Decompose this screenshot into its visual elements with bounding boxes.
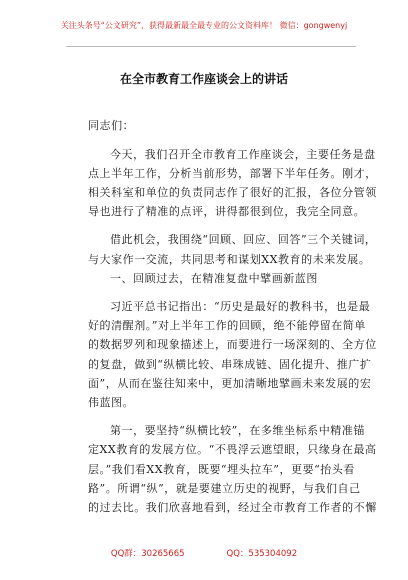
footer-qq: QQ：535304092 [226, 549, 298, 559]
text-line: 路”。所谓“纵”，就是要建立历史的视野，与我们自己 [88, 481, 361, 495]
text-line: 导也进行了精准的点评，讲得都很到位，我完全同意。 [88, 204, 366, 218]
paragraph-1 [88, 145, 377, 221]
header-divider [66, 46, 356, 47]
text-line: 好的清醒剂。”对上半年工作的回顾，绝不能停留在简单 [88, 319, 366, 333]
section-heading-text: 一、回顾过去，在精准复盘中擘画新蓝图 [110, 271, 318, 285]
paragraph-gap [88, 135, 350, 145]
text-line-content: 习近平总书记指出：“历史是最好的教科书，也是最 [110, 300, 371, 314]
text-line: 的数据罗列和现象描述上，而要进行一场深刻的、全方位 [88, 338, 377, 352]
paragraph-gap [88, 412, 350, 422]
paragraph-4 [88, 421, 377, 516]
text-line: 伟蓝图。 [88, 395, 135, 409]
paragraph-gap [88, 288, 350, 298]
text-line [88, 230, 377, 249]
salutation: 同志们： [88, 119, 135, 132]
text-line: 定XX教育的发展方位。“不畏浮云遮望眼，只缘身在最高 [88, 443, 377, 457]
text-line: 与大家作一交流，共同思考和谋划XX教育的未来发展。 [88, 252, 371, 266]
text-line: 层。”我们看XX教育，既要“埋头拉车”，更要“抬头看 [88, 462, 355, 476]
footer-qq-group: QQ群：30265665 [110, 549, 185, 559]
text-line [88, 145, 376, 164]
section-heading-line [88, 269, 350, 288]
text-line: 的复盘，做到“纵横比较、串珠成链、固化提升、推广扩 [88, 357, 372, 371]
text-line: 点上半年工作，分析当前形势，部署下半年任务。刚才， [88, 166, 377, 180]
section-heading [88, 269, 350, 288]
paragraph-2 [88, 230, 377, 268]
text-line [88, 421, 365, 440]
header-banner: 关注头条号“公文研究”，获得最新最全最专业的公文资料库！ 微信：gongwenyj [60, 21, 348, 30]
document-title: 在全市教育工作座谈会上的讲话 [119, 72, 288, 86]
document-body [88, 116, 377, 517]
text-line [88, 297, 371, 316]
text-line: 的过去比。我们欣喜地看到，经过全市教育工作者的不懈 [88, 500, 377, 514]
text-line-content: 今天，我们召开全市教育工作座谈会，主要任务是盘 [110, 147, 376, 161]
text-line-content: 借此机会，我围绕“回顾、回应、回答”三个关键词， [110, 233, 377, 247]
text-line: 相关科室和单位的负责同志作了很好的汇报，各位分管领 [88, 185, 377, 199]
text-line: 面”，从而在鉴往知来中，更加清晰地擘画未来发展的宏 [88, 376, 372, 390]
footer-contact [0, 547, 408, 559]
paragraph-3 [88, 297, 377, 412]
text-line-content: 第一，要坚持“纵横比较”，在多维坐标系中精准锚 [110, 424, 365, 438]
paragraph-gap [88, 221, 350, 231]
